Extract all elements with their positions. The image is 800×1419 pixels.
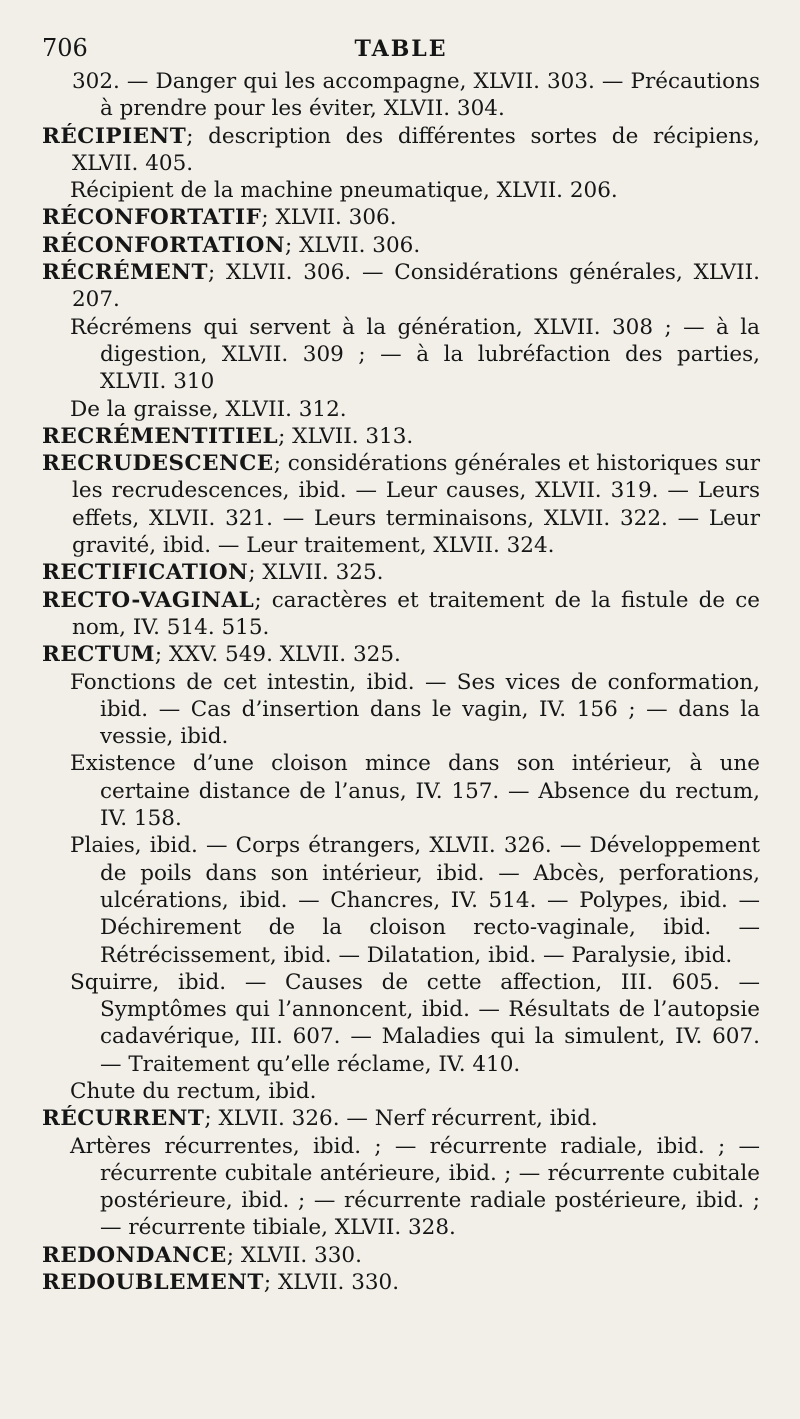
index-term: RÉCONFORTATION: [42, 232, 285, 258]
index-subentry: Plaies, ibid. — Corps étrangers, XLVII. 326. — Développement de poils dans son intérieur, ibid. — Abcès, perforations, ulcérations, ibid. — Chancres, IV. 514. — Polypes, ibid. — Déchirement de la cloison recto-vaginale, ibid. — Rétrécissement, ibid. — Dilatation, ibid. — Paralysie, ibid.: [70, 833, 760, 968]
index-entry: RECRÉMENTITIEL; XLVII. 313.: [42, 423, 414, 449]
index-entry: RECTO-VAGINAL; caractères et traitement de la fistule de ce nom, IV. 514. 515.: [42, 587, 760, 640]
index-entry: REDONDANCE; XLVII. 330.: [42, 1242, 362, 1268]
index-term: RECTUM: [42, 642, 155, 668]
running-title: TABLE: [354, 36, 448, 62]
index-term: RÉCIPIENT: [42, 123, 187, 149]
index-term: REDONDANCE: [42, 1242, 227, 1268]
index-entry-continued: 302. — Danger qui les accompagne, XLVII. 303. — Précautions à prendre pour les éviter, XLVII. 304.: [72, 69, 760, 122]
index-subentry: Existence d’une cloison mince dans son intérieur, à une certaine distance de l’anus, IV. 157. — Absence du rectum, IV. 158.: [70, 751, 760, 832]
index-term: RECRUDESCENCE: [42, 451, 274, 477]
index-term: RÉCONFORTATIF: [42, 205, 262, 231]
index-subentry: De la graisse, XLVII. 312.: [70, 396, 347, 422]
page-header: [42, 34, 760, 68]
index-entry: RECTIFICATION; XLVII. 325.: [42, 560, 384, 586]
index-entry: RÉCONFORTATION; XLVII. 306.: [42, 232, 421, 258]
index-entry: RÉCIPIENT; description des différentes sortes de récipiens, XLVII. 405.: [42, 123, 760, 176]
index-entry: RECTUM; XXV. 549. XLVII. 325.: [42, 642, 401, 668]
index-entry: RÉCURRENT; XLVII. 326. — Nerf récurrent, ibid.: [42, 1106, 598, 1132]
index-entry: RÉCRÉMENT; XLVII. 306. — Considérations générales, XLVII. 207.: [42, 260, 760, 313]
index-entry: RECRUDESCENCE; considérations générales et historiques sur les recrudescences, ibid. — Leur causes, XLVII. 319. — Leurs effets, XLVII. 321. — Leurs terminaisons, XLVII. 322. — Leur gravité, ibid. — Leur traitement, XLVII. 324.: [42, 451, 760, 559]
index-term: RECRÉMENTITIEL: [42, 423, 279, 449]
index-subentry: Squirre, ibid. — Causes de cette affection, III. 605. — Symptômes qui l’annoncent, ibid. — Résultats de l’autopsie cadavérique, III. 607. — Maladies qui la simulent, IV. 607. — Traitement qu’elle réclame, IV. 410.: [70, 969, 760, 1077]
index-entry: REDOUBLEMENT; XLVII. 330.: [42, 1270, 400, 1296]
page-number: 706: [42, 34, 88, 62]
index-subentry: Chute du rectum, ibid.: [70, 1078, 317, 1104]
index-term: RECTIFICATION: [42, 560, 249, 586]
index-subentry: Artères récurrentes, ibid. ; — récurrente radiale, ibid. ; — récurrente cubitale antérieure, ibid. ; — récurrente cubitale postérieure, ibid. ; — récurrente radiale postérieure, ibid. ; — récurrente tibiale, XLVII. 328.: [70, 1133, 760, 1241]
index-subentry: Fonctions de cet intestin, ibid. — Ses vices de conformation, ibid. — Cas d’insertion dans le vagin, IV. 156 ; — dans la vessie, ibid.: [70, 669, 760, 750]
index-subentry: Récrémens qui servent à la génération, XLVII. 308 ; — à la digestion, XLVII. 309 ; — à la lubréfaction des parties, XLVII. 310: [70, 314, 760, 395]
index-term: RÉCURRENT: [42, 1106, 205, 1132]
index-subentry: Récipient de la machine pneumatique, XLVII. 206.: [70, 178, 618, 204]
index-entry: RÉCONFORTATIF; XLVII. 306.: [42, 205, 397, 231]
index-term: REDOUBLEMENT: [42, 1270, 264, 1296]
index-term: RÉCRÉMENT: [42, 260, 208, 286]
index-term: RECTO-VAGINAL: [42, 587, 255, 613]
index-entries: [42, 68, 760, 1296]
